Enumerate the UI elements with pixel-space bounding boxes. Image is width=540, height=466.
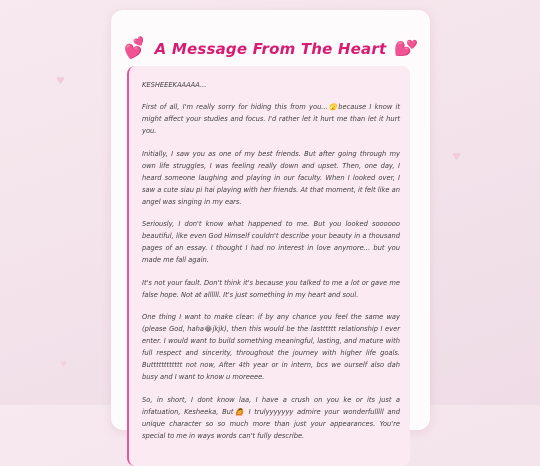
title-row bbox=[111, 34, 430, 64]
letter-paragraph: It's not your fault. Don't think it's because you talked to me a lot or gave me false hope. Not at allllll. It's just something in my heart and soul. bbox=[142, 278, 400, 299]
background-heart-icon: ♥ bbox=[56, 76, 65, 87]
background-heart-icon: ♥ bbox=[60, 360, 68, 369]
letter-paragraph: First of all, I'm really sorry for hiding this from you...🫣because I know it might affect your studies and focus. I'd rather let it hurt me than let it hurt you. bbox=[142, 103, 400, 135]
background-heart-icon: ♥ bbox=[452, 152, 461, 163]
letter-paragraph: Initially, I saw you as one of my best friends. But after going through my own life struggles, I was feeling really down and upset. Then, one day, I heard someone laughing and playing in our faculty. When I looked over, I saw a cute siau pi hai playing with her friends. At that moment, it felt like an angel was singing in my ears. bbox=[142, 149, 400, 206]
letter-paragraph: So, in short, I dont know laa, I have a crush on you ke or its just a infatuation, Kesheeka, But🙆 I trulyyyyyyy admire your wonderfulllll and unique character so so much more than just your appearances. You're special to me in ways words can't fully describe. bbox=[142, 395, 400, 440]
two-hearts-icon: 💕 bbox=[392, 35, 420, 62]
letter-greeting: KESHEEEKAAAAA... bbox=[142, 81, 207, 89]
two-hearts-icon: 💕 bbox=[121, 35, 149, 62]
letter-paragraph: One thing I want to make clear: if by any chance you feel the same way (please God, haha😂jkjk), then this would be the lastttttt relationship I ever enter. I would want to build something meaningful, lasting, and mature with full respect and sincerity, throughout the journey with higher life goals. Butttttttttttt not now, After 4th year or in intern, bcs we ourself also dah busy and I want to know u moreeee. bbox=[142, 313, 400, 381]
page-title: A Message From The Heart bbox=[154, 40, 387, 58]
letter-paragraph: Seriously, I don't know what happened to me. But you looked soooooo beautiful, like even God Himself couldn't describe your beauty in a thousand pages of an essay. I thought I had no interest in love anymore... but you made me fall again. bbox=[142, 220, 400, 264]
message-card bbox=[111, 10, 430, 440]
letter-body[interactable] bbox=[127, 66, 410, 466]
